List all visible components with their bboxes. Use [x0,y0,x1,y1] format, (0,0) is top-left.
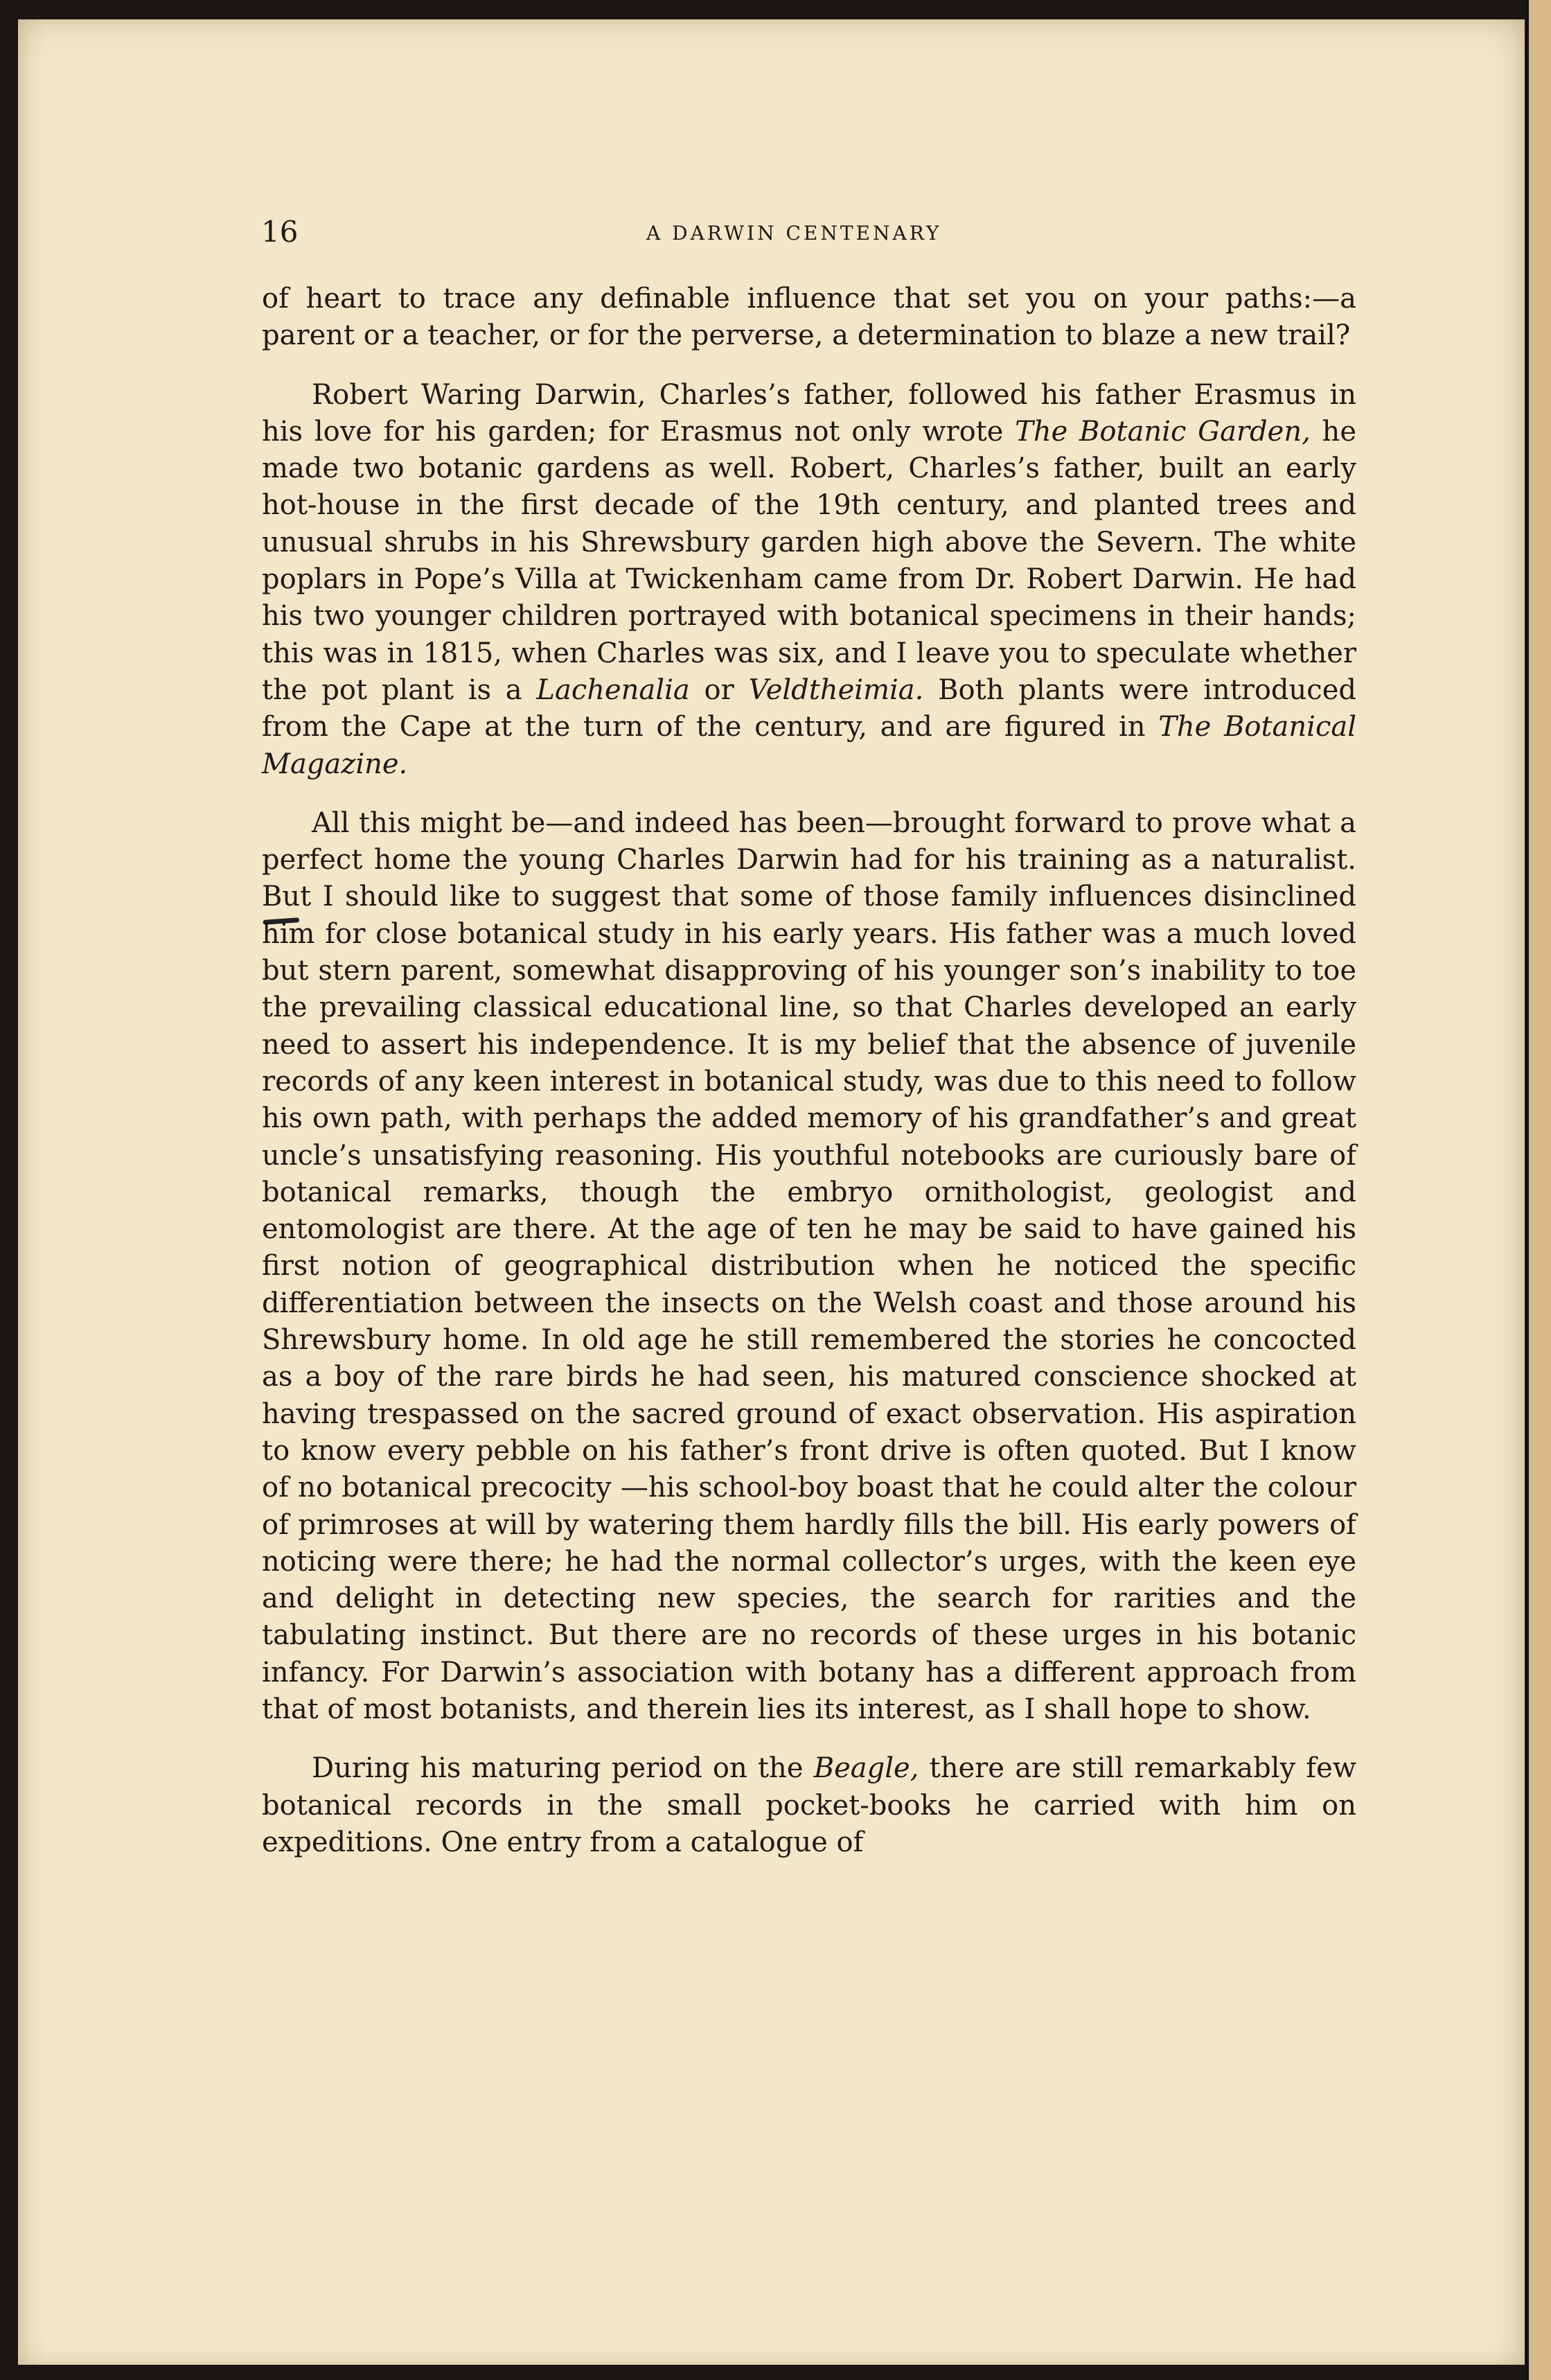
paragraph-4-text-1: During his maturing period on the [312,1752,814,1785]
paragraph-4 [262,1750,1356,1861]
genus-veldtheimia: Veldtheimia. [748,673,924,706]
page-header [245,215,1353,256]
paragraph-2-text-1: Robert Waring Darwin, Charles’s father, followed his father Erasmus in his love for his garden; for Erasmus not only wrote [262,378,1356,448]
paragraph-2-text-3: or [689,673,749,706]
journal-title-botanical-magazine: The Botanical Magazine. [262,711,1356,780]
running-title: A DARWIN CENTENARY [646,222,942,245]
body-text [262,281,1356,1861]
paragraph-3: All this might be—and indeed has been—brought forward to prove what a perfect home the young Charles Darwin had for his training as a naturalist. But I should like to suggest that some of those family influences disinclined him for close botanical study in his early years. His father was a much loved but stern parent, somewhat disapproving of his younger son’s inability to toe the prevailing classical educational line, so that Charles developed an early need to assert his independence. It is my belief that the absence of juvenile records of any keen interest in botanical study, was due to this need to follow his own path, with perhaps the added memory of his grandfather’s and great uncle’s unsatisfying reasoning. His youthful notebooks are curiously bare of botanical remarks, though the embryo ornithologist, geologist and entomologist are there. At the age of ten he may be said to have gained his first notion of geographical distribution when he noticed the specific differentiation between the insects on the Welsh coast and those around his Shrewsbury home. In old age he still remembered the stories he concocted as a boy of the rare birds he had seen, his matured conscience shocked at having trespassed on the sacred ground of exact observation. His aspiration to know every pebble on his father’s front drive is often quoted. But I know of no botanical precocity —his school-boy boast that he could alter the colour of primroses at will by watering them hardly fills the bill. His early powers of noticing were there; he had the normal collector’s urges, with the keen eye and delight in detecting new species, the search for rarities and the tabulating instinct. But there are no records of these urges in his botanic infancy. For Darwin’s association with botany has a different approach from that of most botanists, and therein lies its interest, as I shall hope to show. [262,806,1356,1725]
paragraph-2-text-4: Both plants were introduced from the Cape at the turn of the century, and are figured in [262,673,1356,743]
genus-lachenalia: Lachenalia [536,673,690,706]
ship-name-beagle: Beagle, [813,1752,919,1785]
page-number: 16 [261,215,299,249]
adjacent-page-edge [1526,0,1551,2380]
paragraph-4-text-2: there are still remarkably few botanical records in the small pocket-books he carried with him on expeditions. One entry from a catalogue of [262,1752,1357,1858]
paragraph-1: of heart to trace any definable influence that set you on your paths:—a parent or a teacher, or for the perverse, a determination to blaze a new trail? [262,283,1356,352]
book-title-botanic-garden: The Botanic Garden, [1015,415,1311,448]
paragraph-2-text-2: he made two botanic gardens as well. Robert, Charles’s father, built an early hot-house in the first decade of the 19th century, and planted trees and unusual shrubs in his Shrewsbury garden high above the Severn. The white poplars in Pope’s Villa at Twickenham came from Dr. Robert Darwin. He had his two younger children portrayed with botanical specimens in their hands; this was in 1815, when Charles was six, and I leave you to speculate whether the pot plant is a [262,415,1356,706]
paragraph-2 [262,377,1356,783]
